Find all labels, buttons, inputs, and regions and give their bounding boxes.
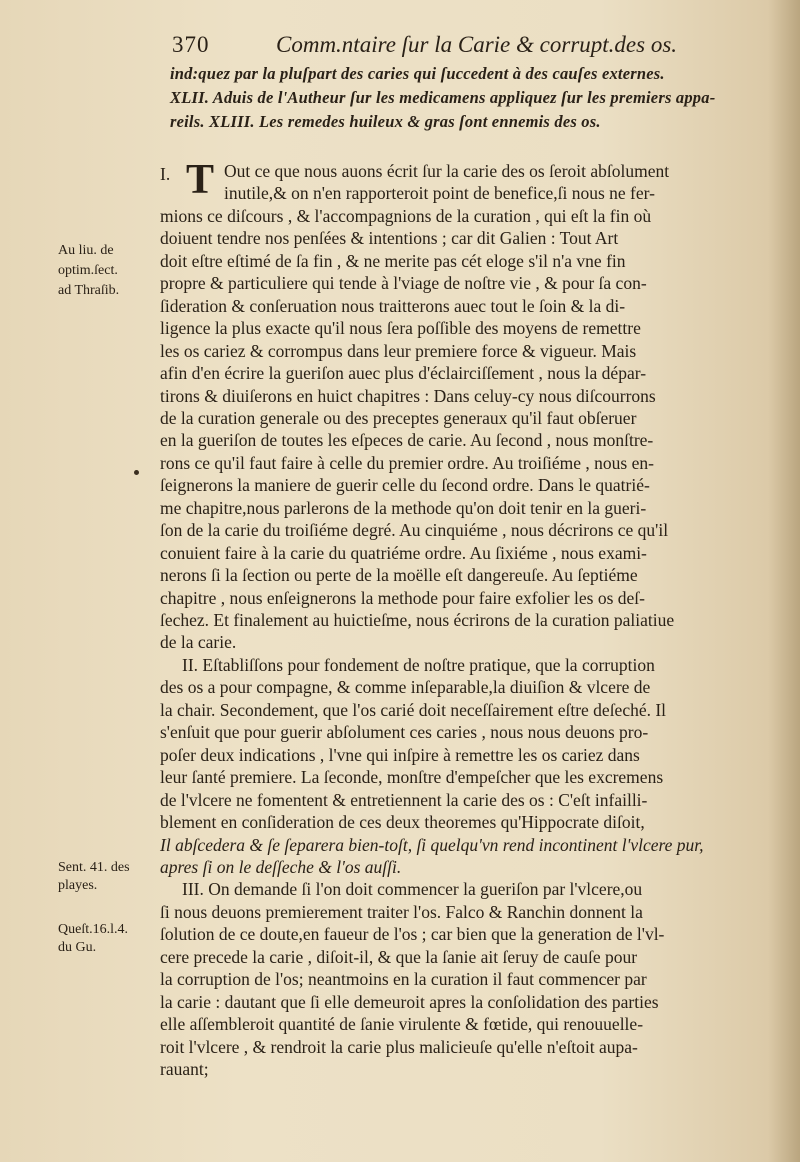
text-line: ſi nous deuons premierement traiter l'os. Falco & Ranchin donnent la — [160, 901, 643, 922]
text-line: propre & particuliere qui tende à l'viage de noſtre vie , & pour ſa con- — [160, 273, 647, 294]
text-line: de l'vlcere ne fomentent & entretiennent la carie des os : C'eſt infailli- — [160, 789, 648, 810]
text-line: s'enſuit que pour guerir abſolument ces caries , nous nous deuons pro- — [160, 722, 649, 743]
section-number: I. — [160, 164, 171, 184]
margin-note: optim.ſect. — [58, 263, 118, 278]
text-line: leur ſanté premiere. La ſeconde, monſtre d'empeſcher que les excremens — [160, 767, 664, 788]
text-line: doit eſtre eſtimé de ſa fin , & ne merite pas cét eloge s'il n'a vne fin — [160, 250, 626, 271]
text-line: II. Eſtabliſſons pour fondement de noſtre pratique, que la corruption — [182, 654, 655, 675]
text-line: chapitre , nous enſeignerons la methode pour faire exfolier les os deſ- — [160, 587, 645, 608]
text-line: tirons & diuiſerons en huict chapitres : Dans celuy-cy nous diſcourrons — [160, 385, 656, 406]
text-line: des os a pour compagne, & comme inſeparable,la diuiſion & vlcere de — [160, 677, 651, 698]
text-line: mions ce diſcours , & l'accompagnions de la curation , qui eſt la fin où — [160, 205, 652, 226]
text-line: doiuent tendre nos penſées & intentions ; car dit Galien : Tout Art — [160, 228, 619, 249]
text-line: conuient faire à la carie du quatriéme ordre. Au ſixiéme , nous exami- — [160, 542, 647, 563]
text-line: me chapitre,nous parlerons de la methode qu'on doit tenir en la gueri- — [160, 497, 647, 518]
text-line: ſideration & conſeruation nous traitterons auec tout le ſoin & la di- — [160, 295, 626, 316]
text-line: les os cariez & corrompus dans leur premiere force & vigueur. Mais — [160, 340, 637, 361]
text-line: ſon de la carie du troiſiéme degré. Au cinquiéme , nous décrirons ce qu'il — [160, 520, 669, 541]
text-line: ligence la plus exacte qu'il nous ſera poſſible des moyens de remettre — [160, 318, 641, 339]
page-number: 370 — [172, 32, 210, 57]
text-line: inutile,& on n'en rapporteroit point de benefice,ſi nous ne fer- — [224, 183, 655, 204]
margin-note: Au liu. de — [58, 243, 114, 258]
text-line: de la carie. — [160, 632, 237, 653]
text-line: poſer deux indications , l'vne qui inſpire à remettre les os cariez dans — [160, 744, 640, 765]
margin-note: Sent. 41. des — [58, 860, 130, 875]
margin-note: du Gu. — [58, 940, 97, 955]
text-line: III. On demande ſi l'on doit commencer la gueriſon par l'vlcere,ou — [182, 879, 643, 900]
running-title: Comm.ntaire ſur la Carie & corrupt.des os. — [276, 32, 678, 57]
text-line: elle aſſembleroit quantité de ſanie virulente & fœtide, qui renouuelle- — [160, 1014, 644, 1035]
text-line: blement en conſideration de ces deux theoremes qu'Hippocrate diſoit, — [160, 812, 645, 833]
text-line: Out ce que nous auons écrit ſur la carie des os ſeroit abſolument — [224, 161, 670, 181]
text-line: ſolution de ce doute,en faueur de l'os ; car bien que la generation de l'vl- — [160, 924, 665, 945]
margin-note: ad Thraſib. — [58, 283, 120, 298]
ink-speck — [134, 470, 139, 475]
text-line: rauant; — [160, 1059, 209, 1079]
text-line: cere precede la carie , diſoit-il, & que la ſanie ait ſeruy de cauſe pour — [160, 946, 638, 967]
text-line: apres ſi on le deſſeche & l'os auſſi. — [160, 856, 402, 877]
margin-note: playes. — [58, 878, 98, 893]
text-line: ſeignerons la maniere de guerir celle du ſecond ordre. Dans le quatrié- — [160, 475, 650, 496]
summary-line: reils. XLIII. Les remedes huileux & gras ſont ennemis des os. — [170, 112, 601, 131]
text-line: afin d'en écrire la gueriſon auec plus d'éclairciſſement , nous la dépar- — [160, 363, 647, 384]
page-header — [172, 32, 762, 62]
text-line: roit l'vlcere , & rendroit la carie plus malicieuſe qu'elle n'eſtoit aupa- — [160, 1036, 638, 1057]
text-line: nerons ſi la ſection ou perte de la moëlle eſt dangereuſe. Au ſeptiéme — [160, 565, 638, 586]
text-line: la corruption de l'os; neantmoins en la curation il faut commencer par — [160, 969, 647, 990]
text-line: ſechez. Et finalement au huictieſme, nous écrirons de la curation paliatiue — [160, 610, 675, 630]
drop-cap: T — [186, 157, 215, 203]
summary-line: XLII. Aduis de l'Autheur ſur les medicamens appliquez ſur les premiers appa- — [170, 88, 716, 107]
summary-line: ind:quez par la pluſpart des caries qui ſuccedent à des cauſes externes. — [170, 64, 665, 83]
text-line: en la gueriſon de toutes les eſpeces de carie. Au ſecond , nous monſtre- — [160, 430, 654, 451]
text-line: de la curation generale ou des preceptes generaux qu'il faut obſeruer — [160, 407, 637, 428]
text-line: rons ce qu'il faut faire à celle du premier ordre. Au troiſiéme , nous en- — [160, 452, 654, 473]
margin-note: Queſt.16.l.4. — [58, 922, 128, 937]
text-line: Il abſcedera & ſe ſeparera bien-toſt, ſi quelqu'vn rend incontinent l'vlcere pur, — [160, 834, 704, 855]
text-line: la chair. Secondement, que l'os carié doit neceſſairement eſtre deſeché. Il — [160, 699, 667, 720]
text-line: la carie : dautant que ſi elle demeuroit apres la conſolidation des parties — [160, 991, 659, 1012]
